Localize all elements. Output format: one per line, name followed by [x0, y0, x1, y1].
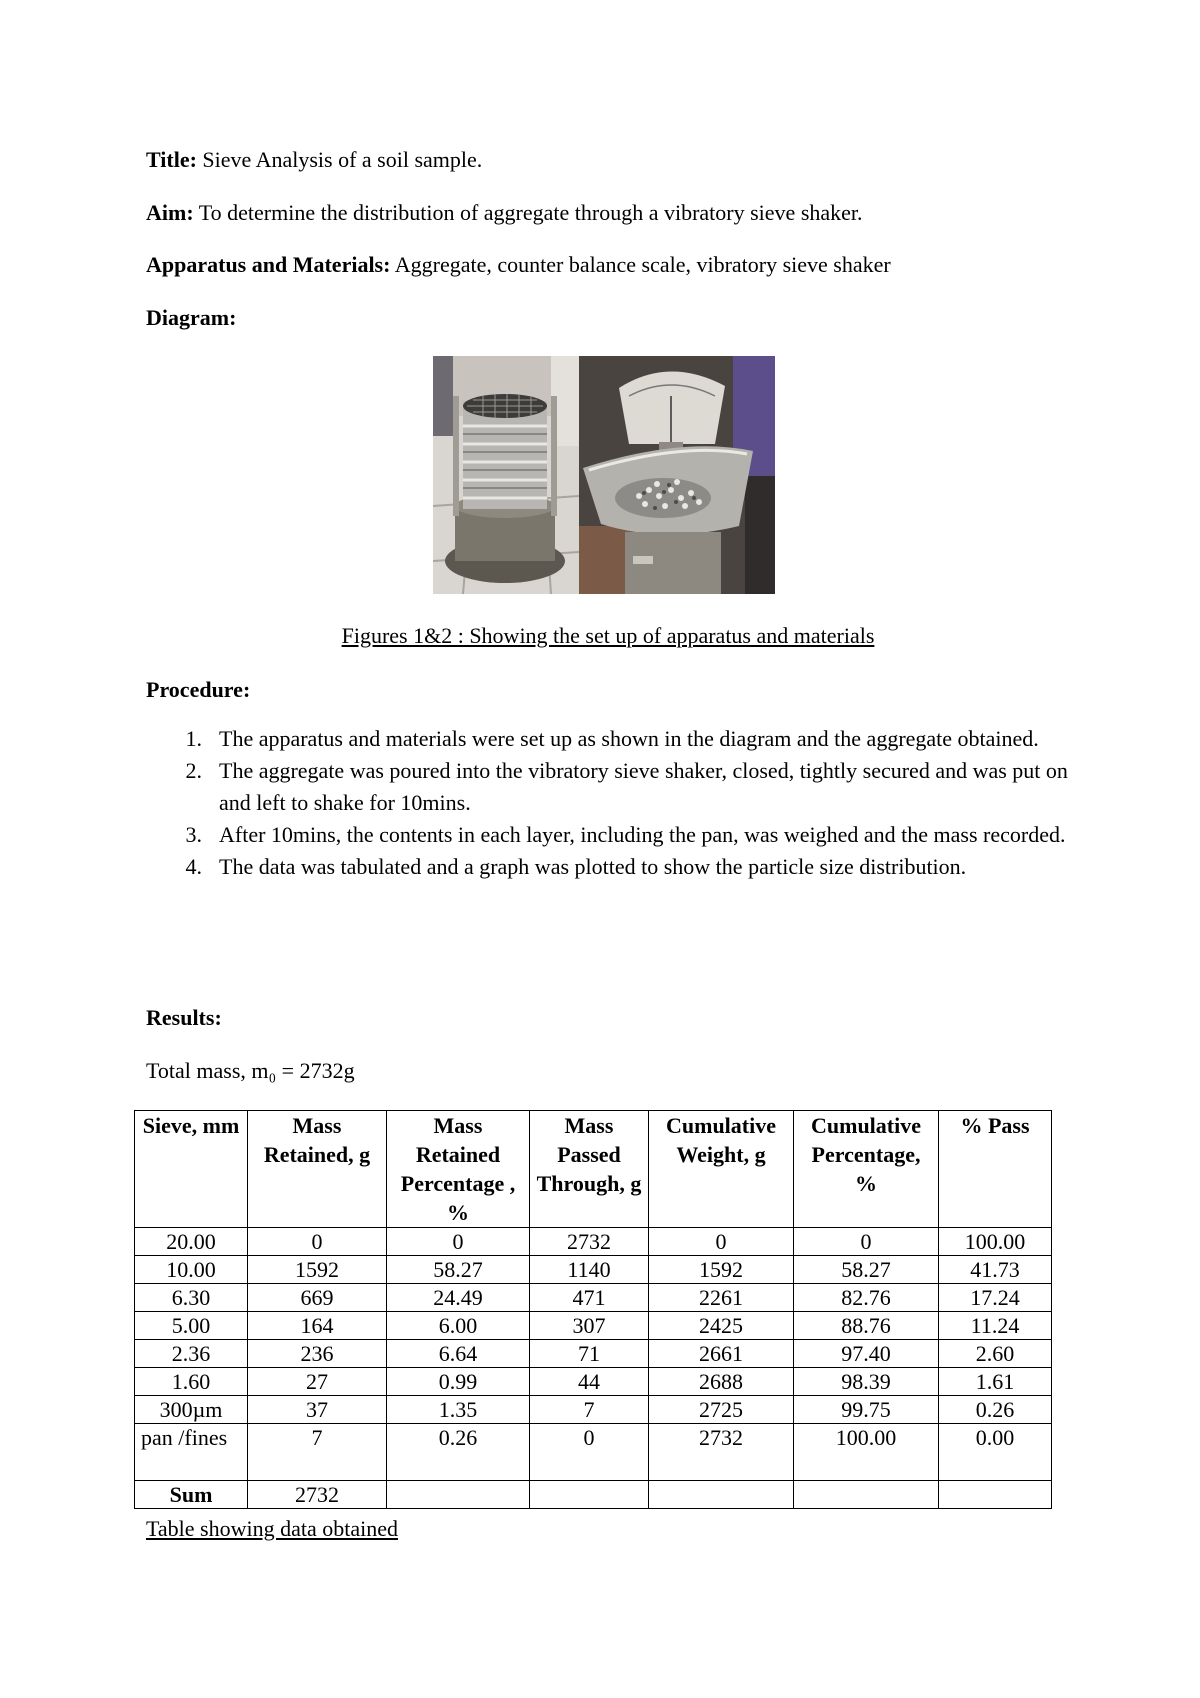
table-cell: 1140	[530, 1256, 649, 1284]
table-cell: 58.27	[794, 1256, 939, 1284]
column-header-mass-passed: Mass Passed Through, g	[530, 1111, 649, 1228]
sum-value: 2732	[248, 1481, 387, 1509]
table-cell: 17.24	[939, 1284, 1052, 1312]
column-header-mass-retained: Mass Retained, g	[248, 1111, 387, 1228]
table-cell: 20.00	[135, 1228, 248, 1256]
sum-label: Sum	[135, 1481, 248, 1509]
table-cell: 10.00	[135, 1256, 248, 1284]
procedure-list	[146, 723, 1086, 883]
table-cell: 2425	[649, 1312, 794, 1340]
table-cell: 1592	[248, 1256, 387, 1284]
table-cell: 7	[248, 1424, 387, 1481]
table-cell	[794, 1481, 939, 1509]
table-cell: 0.00	[939, 1424, 1052, 1481]
column-header-cumulative-percentage: Cumulative Percentage, %	[794, 1111, 939, 1228]
table-cell: 71	[530, 1340, 649, 1368]
aim-line	[146, 199, 863, 227]
table-row	[135, 1284, 1052, 1312]
step-number: 3.	[185, 822, 202, 847]
table-caption: Table showing data obtained	[146, 1516, 399, 1541]
table-cell: 58.27	[387, 1256, 530, 1284]
table-cell: 88.76	[794, 1312, 939, 1340]
apparatus-line	[146, 251, 891, 279]
table-cell: 2.60	[939, 1340, 1052, 1368]
title-line	[146, 146, 482, 174]
table-row	[135, 1340, 1052, 1368]
table-cell: 164	[248, 1312, 387, 1340]
table-cell: 0	[530, 1424, 649, 1481]
table-cell: 471	[530, 1284, 649, 1312]
table-cell: 0.26	[939, 1396, 1052, 1424]
table-cell: 2688	[649, 1368, 794, 1396]
table-cell: 1592	[649, 1256, 794, 1284]
table-cell: 44	[530, 1368, 649, 1396]
table-cell: 2732	[530, 1228, 649, 1256]
title-label: Title:	[146, 147, 197, 172]
procedure-label: Procedure:	[146, 677, 251, 702]
table-cell: 27	[248, 1368, 387, 1396]
table-sum-row	[135, 1481, 1052, 1509]
table-cell: 2725	[649, 1396, 794, 1424]
table-row	[135, 1312, 1052, 1340]
apparatus-text: Aggregate, counter balance scale, vibratory sieve shaker	[390, 252, 891, 277]
table-cell: 0	[794, 1228, 939, 1256]
table-cell: 1.35	[387, 1396, 530, 1424]
table-cell: 300µm	[135, 1396, 248, 1424]
aim-text: To determine the distribution of aggregate through a vibratory sieve shaker.	[193, 200, 863, 225]
table-cell: 0.99	[387, 1368, 530, 1396]
table-row	[135, 1228, 1052, 1256]
table-cell: 99.75	[794, 1396, 939, 1424]
table-cell	[939, 1481, 1052, 1509]
table-cell: 98.39	[794, 1368, 939, 1396]
procedure-step	[146, 851, 1086, 883]
diagram-label: Diagram:	[146, 305, 237, 330]
table-cell: 7	[530, 1396, 649, 1424]
step-text: The apparatus and materials were set up as shown in the diagram and the aggregate obtained.	[219, 726, 1039, 751]
results-table	[134, 1110, 1052, 1509]
procedure-step	[146, 819, 1086, 851]
table-row	[135, 1396, 1052, 1424]
column-header-mass-retained-percentage: Mass Retained Percentage , %	[387, 1111, 530, 1228]
step-text: The data was tabulated and a graph was plotted to show the particle size distribution.	[219, 854, 967, 879]
table-cell: 24.49	[387, 1284, 530, 1312]
step-number: 2.	[185, 758, 202, 783]
table-cell: 0	[248, 1228, 387, 1256]
table-cell: 37	[248, 1396, 387, 1424]
apparatus-label: Apparatus and Materials:	[146, 252, 391, 277]
table-cell: 1.61	[939, 1368, 1052, 1396]
table-cell: 11.24	[939, 1312, 1052, 1340]
table-cell: 236	[248, 1340, 387, 1368]
table-cell: 2.36	[135, 1340, 248, 1368]
table-cell: 1.60	[135, 1368, 248, 1396]
step-text: After 10mins, the contents in each layer, including the pan, was weighed and the mass recorded.	[219, 822, 1066, 847]
table-cell: 0	[649, 1228, 794, 1256]
table-cell	[387, 1481, 530, 1509]
step-text: The aggregate was poured into the vibratory sieve shaker, closed, tightly secured and was put on and left to shake for 10mins.	[219, 758, 1068, 815]
table-cell: 2732	[649, 1424, 794, 1481]
title-text: Sieve Analysis of a soil sample.	[196, 147, 483, 172]
table-cell: 669	[248, 1284, 387, 1312]
table-cell: 6.00	[387, 1312, 530, 1340]
step-number: 1.	[185, 726, 202, 751]
figure-caption: Figures 1&2 : Showing the set up of apparatus and materials	[341, 623, 875, 648]
table-row	[135, 1424, 1052, 1481]
table-cell	[649, 1481, 794, 1509]
table-header-row	[135, 1111, 1052, 1228]
table-cell: 2661	[649, 1340, 794, 1368]
table-cell: 41.73	[939, 1256, 1052, 1284]
table-cell: 5.00	[135, 1312, 248, 1340]
table-row	[135, 1368, 1052, 1396]
table-cell	[530, 1481, 649, 1509]
procedure-step	[146, 755, 1086, 819]
column-header-percent-pass: % Pass	[939, 1111, 1052, 1228]
table-cell: pan /fines	[135, 1424, 248, 1481]
step-number: 4.	[185, 854, 202, 879]
table-cell: 82.76	[794, 1284, 939, 1312]
column-header-sieve: Sieve, mm	[135, 1111, 248, 1228]
results-label: Results:	[146, 1005, 222, 1030]
table-cell: 97.40	[794, 1340, 939, 1368]
apparatus-photo-image	[433, 356, 775, 594]
table-cell: 100.00	[794, 1424, 939, 1481]
column-header-cumulative-weight: Cumulative Weight, g	[649, 1111, 794, 1228]
table-row	[135, 1256, 1052, 1284]
table-cell: 6.30	[135, 1284, 248, 1312]
table-cell: 6.64	[387, 1340, 530, 1368]
table-cell: 0.26	[387, 1424, 530, 1481]
procedure-step	[146, 723, 1086, 755]
apparatus-photo	[433, 356, 775, 594]
table-cell: 2261	[649, 1284, 794, 1312]
table-cell: 100.00	[939, 1228, 1052, 1256]
table-cell: 307	[530, 1312, 649, 1340]
total-mass: Total mass, m₀ = 2732g	[146, 1058, 355, 1083]
table-cell: 0	[387, 1228, 530, 1256]
aim-label: Aim:	[146, 200, 194, 225]
